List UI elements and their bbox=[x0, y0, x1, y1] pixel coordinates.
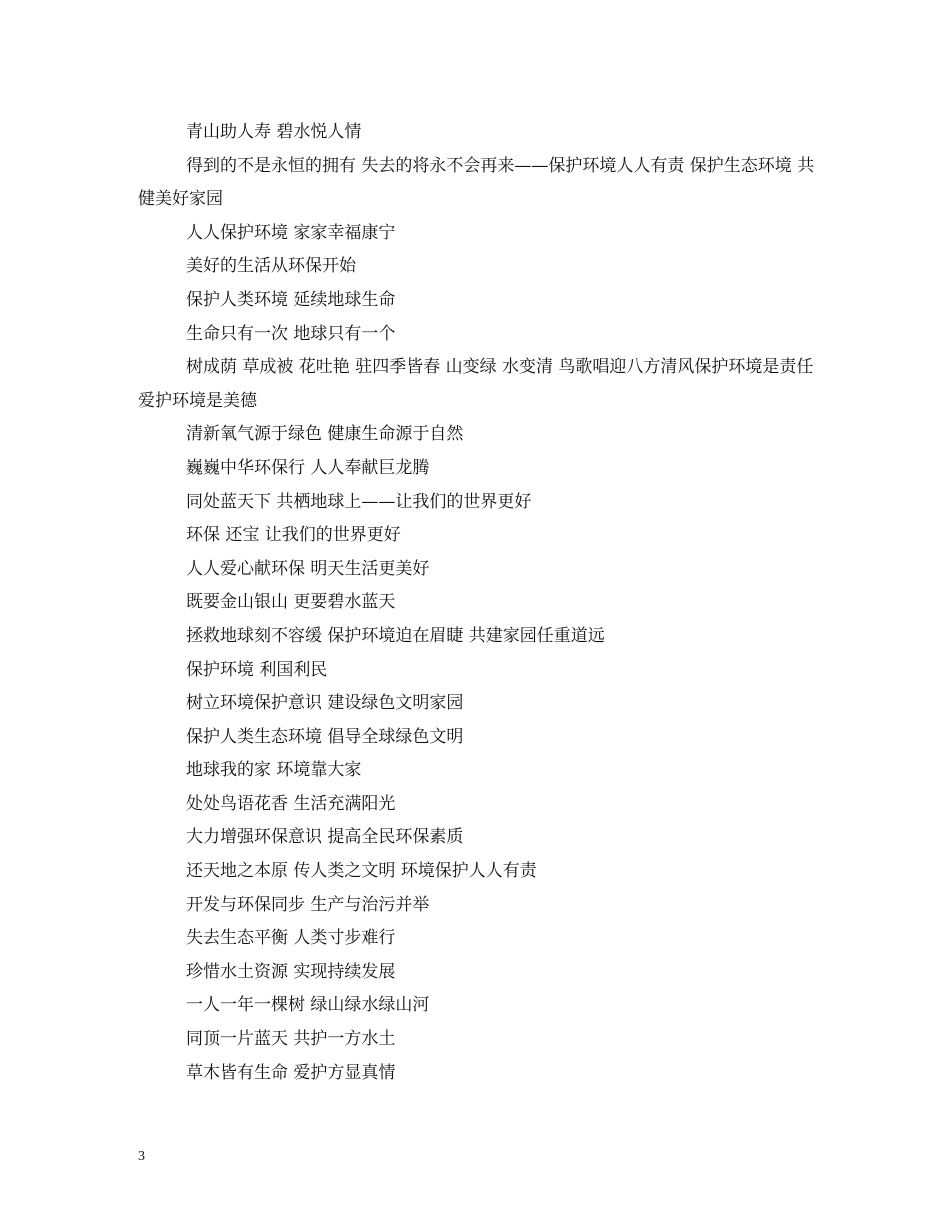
paragraph: 地球我的家 环境靠大家 bbox=[186, 760, 362, 781]
paragraph: 拯救地球刻不容缓 保护环境迫在眉睫 共建家园任重道远 bbox=[186, 625, 605, 646]
paragraph: 处处鸟语花香 生活充满阳光 bbox=[186, 793, 396, 814]
paragraph: 既要金山银山 更要碧水蓝天 bbox=[186, 592, 396, 613]
paragraph: 清新氧气源于绿色 健康生命源于自然 bbox=[186, 424, 464, 445]
paragraph: 同顶一片蓝天 共护一方水土 bbox=[186, 1029, 396, 1050]
paragraph: 美好的生活从环保开始 bbox=[186, 256, 356, 277]
paragraph: 保护环境 利国利民 bbox=[186, 659, 328, 680]
paragraph: 环保 还宝 让我们的世界更好 bbox=[186, 525, 401, 546]
paragraph: 开发与环保同步 生产与治污并举 bbox=[186, 894, 430, 915]
paragraph: 珍惜水土资源 实现持续发展 bbox=[186, 961, 396, 982]
slogan-list bbox=[138, 116, 818, 1090]
paragraph: 人人爱心献环保 明天生活更美好 bbox=[186, 558, 430, 579]
paragraph: 保护人类环境 延续地球生命 bbox=[186, 289, 396, 310]
paragraph: 失去生态平衡 人类寸步难行 bbox=[186, 928, 396, 949]
paragraph: 青山助人寿 碧水悦人情 bbox=[186, 122, 362, 142]
paragraph: 还天地之本原 传人类之文明 环境保护人人有责 bbox=[186, 861, 537, 882]
paragraph: 草木皆有生命 爱护方显真情 bbox=[186, 1062, 396, 1083]
paragraph: 保护人类生态环境 倡导全球绿色文明 bbox=[186, 726, 464, 747]
paragraph: 同处蓝天下 共栖地球上——让我们的世界更好 bbox=[186, 491, 532, 512]
paragraph: 巍巍中华环保行 人人奉献巨龙腾 bbox=[186, 457, 430, 478]
paragraph: 树成荫 草成被 花吐艳 驻四季皆春 山变绿 水变清 鸟歌唱迎八方清风保护环境是责任 爱护环境是美德 bbox=[138, 357, 814, 411]
paragraph: 大力增强环保意识 提高全民环保素质 bbox=[186, 827, 464, 848]
paragraph: 树立环境保护意识 建设绿色文明家园 bbox=[186, 693, 464, 714]
page-number: 3 bbox=[138, 1149, 145, 1164]
paragraph: 人人保护环境 家家幸福康宁 bbox=[186, 222, 396, 243]
paragraph: 一人一年一棵树 绿山绿水绿山河 bbox=[186, 995, 430, 1016]
paragraph: 生命只有一次 地球只有一个 bbox=[186, 323, 396, 344]
paragraph: 得到的不是永恒的拥有 失去的将永不会再来——保护环境人人有责 保护生态环境 共健美好家园 bbox=[138, 155, 815, 210]
